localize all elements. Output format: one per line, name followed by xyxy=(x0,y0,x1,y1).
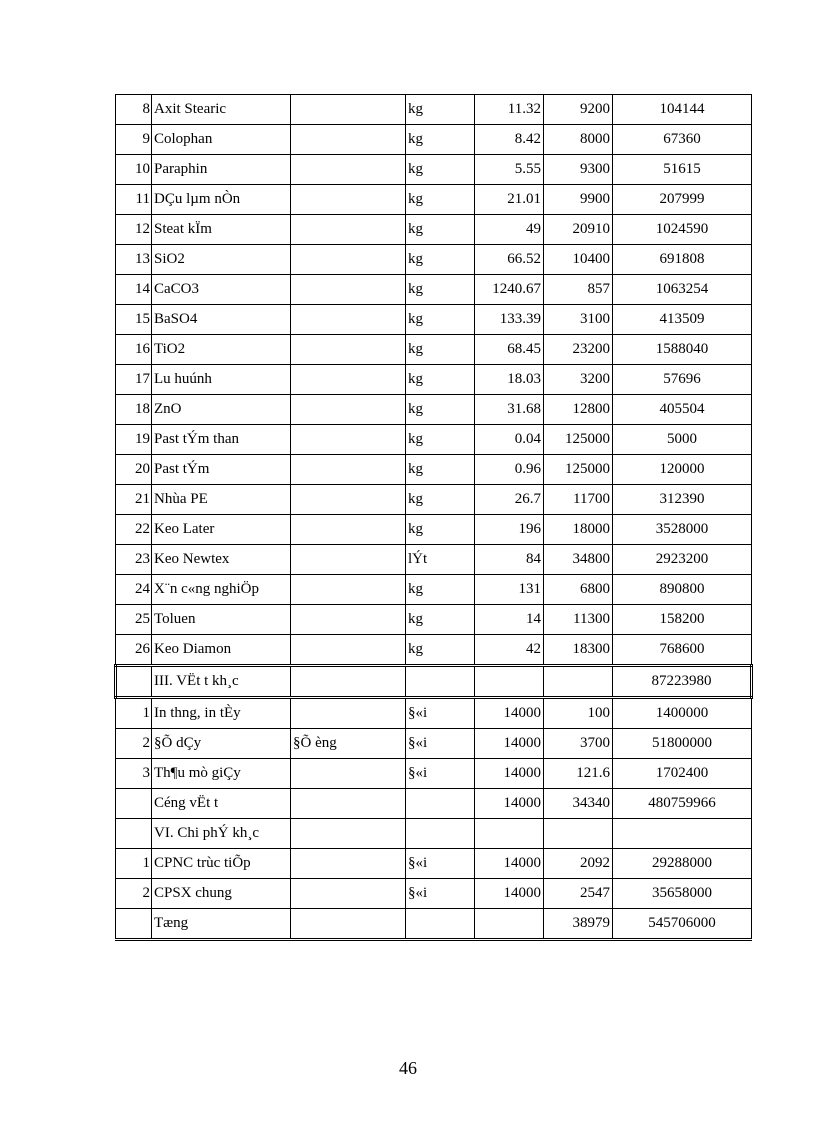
item-name-cell: Past tÝm xyxy=(152,455,291,485)
item-quantity-cell: 0.96 xyxy=(475,455,544,485)
item-unit-price-cell: 12800 xyxy=(544,395,613,425)
row-number-cell: 15 xyxy=(116,305,152,335)
item-spec-cell xyxy=(291,698,406,729)
item-quantity-cell: 84 xyxy=(475,545,544,575)
row-number-cell xyxy=(116,666,152,698)
table-row xyxy=(116,605,752,635)
item-name-cell: Axit Stearic xyxy=(152,95,291,125)
item-name-cell: Keo Later xyxy=(152,515,291,545)
table-row xyxy=(116,759,752,789)
item-unit-price-cell: 9200 xyxy=(544,95,613,125)
item-name-cell: Steat kÏm xyxy=(152,215,291,245)
item-name-cell: CPNC trùc tiÕp xyxy=(152,849,291,879)
item-unit-price-cell: 38979 xyxy=(544,909,613,940)
item-spec-cell xyxy=(291,95,406,125)
item-total-cell xyxy=(613,819,752,849)
item-spec-cell xyxy=(291,545,406,575)
row-number-cell: 17 xyxy=(116,365,152,395)
row-number-cell: 16 xyxy=(116,335,152,365)
item-total-cell: 87223980 xyxy=(613,666,752,698)
item-name-cell: Lu huúnh xyxy=(152,365,291,395)
item-spec-cell xyxy=(291,455,406,485)
row-number-cell: 23 xyxy=(116,545,152,575)
item-quantity-cell: 1240.67 xyxy=(475,275,544,305)
item-unit-cell: §«i xyxy=(406,698,475,729)
item-unit-cell xyxy=(406,666,475,698)
item-quantity-cell: 14000 xyxy=(475,759,544,789)
item-spec-cell xyxy=(291,275,406,305)
table-row xyxy=(116,425,752,455)
row-number-cell xyxy=(116,789,152,819)
item-unit-cell: kg xyxy=(406,635,475,666)
item-unit-cell: kg xyxy=(406,605,475,635)
item-unit-price-cell: 857 xyxy=(544,275,613,305)
item-name-cell: Paraphin xyxy=(152,155,291,185)
row-number-cell: 18 xyxy=(116,395,152,425)
item-total-cell: 57696 xyxy=(613,365,752,395)
item-total-cell: 413509 xyxy=(613,305,752,335)
item-name-cell: In thng, in tÈy xyxy=(152,698,291,729)
item-unit-cell: kg xyxy=(406,275,475,305)
item-unit-price-cell: 20910 xyxy=(544,215,613,245)
item-name-cell: ZnO xyxy=(152,395,291,425)
table-row xyxy=(116,729,752,759)
table-body xyxy=(116,95,752,940)
item-spec-cell xyxy=(291,365,406,395)
item-unit-price-cell: 9300 xyxy=(544,155,613,185)
table-row xyxy=(116,849,752,879)
item-spec-cell xyxy=(291,819,406,849)
item-unit-price-cell xyxy=(544,819,613,849)
item-unit-price-cell: 2547 xyxy=(544,879,613,909)
row-number-cell: 12 xyxy=(116,215,152,245)
table-row xyxy=(116,245,752,275)
item-name-cell: VI. Chi phÝ kh¸c xyxy=(152,819,291,849)
item-spec-cell xyxy=(291,879,406,909)
item-unit-cell: kg xyxy=(406,305,475,335)
item-total-cell: 691808 xyxy=(613,245,752,275)
item-name-cell: Céng vËt t xyxy=(152,789,291,819)
item-quantity-cell: 131 xyxy=(475,575,544,605)
item-unit-cell: kg xyxy=(406,485,475,515)
item-spec-cell xyxy=(291,635,406,666)
item-spec-cell xyxy=(291,575,406,605)
item-unit-cell: §«i xyxy=(406,729,475,759)
item-unit-price-cell: 2092 xyxy=(544,849,613,879)
row-number-cell: 13 xyxy=(116,245,152,275)
item-unit-price-cell: 125000 xyxy=(544,455,613,485)
table-row xyxy=(116,575,752,605)
item-unit-cell: §«i xyxy=(406,879,475,909)
item-unit-price-cell: 18000 xyxy=(544,515,613,545)
table-row xyxy=(116,455,752,485)
table-row xyxy=(116,395,752,425)
table-row xyxy=(116,698,752,729)
item-total-cell: 158200 xyxy=(613,605,752,635)
item-name-cell: Nhùa PE xyxy=(152,485,291,515)
table-row xyxy=(116,515,752,545)
item-unit-price-cell: 121.6 xyxy=(544,759,613,789)
section-row xyxy=(116,666,752,698)
item-unit-cell: §«i xyxy=(406,849,475,879)
item-name-cell: CPSX chung xyxy=(152,879,291,909)
row-number-cell: 26 xyxy=(116,635,152,666)
item-unit-cell: kg xyxy=(406,365,475,395)
materials-cost-table xyxy=(114,94,753,941)
item-total-cell: 1063254 xyxy=(613,275,752,305)
item-total-cell: 1400000 xyxy=(613,698,752,729)
item-name-cell: X¨n c«ng nghiÖp xyxy=(152,575,291,605)
row-number-cell: 20 xyxy=(116,455,152,485)
item-unit-cell: kg xyxy=(406,155,475,185)
item-total-cell: 67360 xyxy=(613,125,752,155)
item-total-cell: 768600 xyxy=(613,635,752,666)
item-quantity-cell: 68.45 xyxy=(475,335,544,365)
item-spec-cell xyxy=(291,395,406,425)
row-number-cell: 14 xyxy=(116,275,152,305)
item-name-cell: SiO2 xyxy=(152,245,291,275)
table-row xyxy=(116,879,752,909)
table-row xyxy=(116,485,752,515)
item-quantity-cell xyxy=(475,819,544,849)
table-row xyxy=(116,365,752,395)
item-name-cell: Tæng xyxy=(152,909,291,940)
row-number-cell: 11 xyxy=(116,185,152,215)
item-name-cell: DÇu lµm nÒn xyxy=(152,185,291,215)
item-quantity-cell: 66.52 xyxy=(475,245,544,275)
item-total-cell: 104144 xyxy=(613,95,752,125)
row-number-cell: 2 xyxy=(116,879,152,909)
item-unit-price-cell: 3200 xyxy=(544,365,613,395)
item-unit-cell xyxy=(406,909,475,940)
item-unit-cell: kg xyxy=(406,515,475,545)
item-spec-cell xyxy=(291,605,406,635)
item-spec-cell xyxy=(291,125,406,155)
item-name-cell: Colophan xyxy=(152,125,291,155)
item-unit-price-cell: 11300 xyxy=(544,605,613,635)
item-total-cell: 1588040 xyxy=(613,335,752,365)
item-total-cell: 545706000 xyxy=(613,909,752,940)
item-spec-cell: §Õ èng xyxy=(291,729,406,759)
item-spec-cell xyxy=(291,215,406,245)
item-total-cell: 51800000 xyxy=(613,729,752,759)
item-spec-cell xyxy=(291,666,406,698)
row-number-cell: 1 xyxy=(116,698,152,729)
item-quantity-cell: 11.32 xyxy=(475,95,544,125)
item-unit-cell: kg xyxy=(406,215,475,245)
item-quantity-cell: 14000 xyxy=(475,698,544,729)
item-spec-cell xyxy=(291,185,406,215)
item-quantity-cell xyxy=(475,666,544,698)
row-number-cell: 2 xyxy=(116,729,152,759)
item-spec-cell xyxy=(291,245,406,275)
item-unit-cell xyxy=(406,819,475,849)
item-spec-cell xyxy=(291,759,406,789)
item-name-cell: Keo Diamon xyxy=(152,635,291,666)
item-unit-price-cell: 34800 xyxy=(544,545,613,575)
item-name-cell: Th¶u mò giÇy xyxy=(152,759,291,789)
row-number-cell: 1 xyxy=(116,849,152,879)
item-total-cell: 3528000 xyxy=(613,515,752,545)
item-spec-cell xyxy=(291,425,406,455)
item-quantity-cell: 14000 xyxy=(475,789,544,819)
item-quantity-cell: 133.39 xyxy=(475,305,544,335)
item-unit-cell xyxy=(406,789,475,819)
row-number-cell: 24 xyxy=(116,575,152,605)
item-name-cell: Toluen xyxy=(152,605,291,635)
item-total-cell: 312390 xyxy=(613,485,752,515)
item-quantity-cell: 196 xyxy=(475,515,544,545)
item-unit-cell: kg xyxy=(406,335,475,365)
item-unit-cell: kg xyxy=(406,125,475,155)
row-number-cell: 3 xyxy=(116,759,152,789)
item-spec-cell xyxy=(291,849,406,879)
item-quantity-cell: 8.42 xyxy=(475,125,544,155)
row-number-cell: 10 xyxy=(116,155,152,185)
item-quantity-cell: 42 xyxy=(475,635,544,666)
table-row xyxy=(116,545,752,575)
row-number-cell: 8 xyxy=(116,95,152,125)
row-number-cell: 21 xyxy=(116,485,152,515)
item-unit-price-cell: 11700 xyxy=(544,485,613,515)
item-unit-price-cell: 34340 xyxy=(544,789,613,819)
item-name-cell: §Õ dÇy xyxy=(152,729,291,759)
item-unit-cell: kg xyxy=(406,575,475,605)
item-quantity-cell: 14000 xyxy=(475,729,544,759)
table-row xyxy=(116,185,752,215)
item-unit-price-cell: 23200 xyxy=(544,335,613,365)
item-total-cell: 120000 xyxy=(613,455,752,485)
item-unit-cell: kg xyxy=(406,245,475,275)
item-quantity-cell: 14000 xyxy=(475,879,544,909)
item-unit-price-cell: 9900 xyxy=(544,185,613,215)
item-unit-price-cell: 3700 xyxy=(544,729,613,759)
item-quantity-cell: 21.01 xyxy=(475,185,544,215)
item-unit-price-cell: 18300 xyxy=(544,635,613,666)
item-spec-cell xyxy=(291,909,406,940)
item-quantity-cell: 5.55 xyxy=(475,155,544,185)
item-unit-price-cell: 3100 xyxy=(544,305,613,335)
row-number-cell xyxy=(116,909,152,940)
item-unit-price-cell: 8000 xyxy=(544,125,613,155)
table-row xyxy=(116,635,752,666)
item-total-cell: 5000 xyxy=(613,425,752,455)
item-unit-price-cell: 125000 xyxy=(544,425,613,455)
row-number-cell: 22 xyxy=(116,515,152,545)
page-number: 46 xyxy=(399,1058,417,1078)
item-total-cell: 405504 xyxy=(613,395,752,425)
item-quantity-cell: 0.04 xyxy=(475,425,544,455)
item-spec-cell xyxy=(291,155,406,185)
item-quantity-cell: 49 xyxy=(475,215,544,245)
item-unit-cell: lÝt xyxy=(406,545,475,575)
item-unit-cell: kg xyxy=(406,425,475,455)
item-unit-price-cell: 10400 xyxy=(544,245,613,275)
table-row xyxy=(116,155,752,185)
table-row xyxy=(116,275,752,305)
item-total-cell: 890800 xyxy=(613,575,752,605)
item-unit-cell: kg xyxy=(406,95,475,125)
item-unit-cell: kg xyxy=(406,455,475,485)
item-total-cell: 480759966 xyxy=(613,789,752,819)
table-row xyxy=(116,909,752,940)
item-unit-cell: kg xyxy=(406,185,475,215)
item-name-cell: III. VËt t kh¸c xyxy=(152,666,291,698)
table-row xyxy=(116,215,752,245)
item-quantity-cell: 18.03 xyxy=(475,365,544,395)
item-total-cell: 29288000 xyxy=(613,849,752,879)
item-spec-cell xyxy=(291,789,406,819)
item-total-cell: 207999 xyxy=(613,185,752,215)
item-name-cell: BaSO4 xyxy=(152,305,291,335)
item-quantity-cell: 31.68 xyxy=(475,395,544,425)
table-row xyxy=(116,789,752,819)
item-unit-cell: kg xyxy=(406,395,475,425)
item-unit-price-cell: 100 xyxy=(544,698,613,729)
table-row xyxy=(116,305,752,335)
item-spec-cell xyxy=(291,515,406,545)
table-row xyxy=(116,125,752,155)
row-number-cell: 25 xyxy=(116,605,152,635)
item-spec-cell xyxy=(291,485,406,515)
item-quantity-cell: 14000 xyxy=(475,849,544,879)
item-quantity-cell: 26.7 xyxy=(475,485,544,515)
item-total-cell: 1702400 xyxy=(613,759,752,789)
row-number-cell: 19 xyxy=(116,425,152,455)
item-total-cell: 1024590 xyxy=(613,215,752,245)
item-name-cell: TiO2 xyxy=(152,335,291,365)
row-number-cell xyxy=(116,819,152,849)
item-total-cell: 51615 xyxy=(613,155,752,185)
table-row xyxy=(116,95,752,125)
item-total-cell: 35658000 xyxy=(613,879,752,909)
item-quantity-cell: 14 xyxy=(475,605,544,635)
item-name-cell: CaCO3 xyxy=(152,275,291,305)
item-name-cell: Keo Newtex xyxy=(152,545,291,575)
item-unit-price-cell: 6800 xyxy=(544,575,613,605)
item-total-cell: 2923200 xyxy=(613,545,752,575)
row-number-cell: 9 xyxy=(116,125,152,155)
item-unit-price-cell xyxy=(544,666,613,698)
item-unit-cell: §«i xyxy=(406,759,475,789)
item-name-cell: Past tÝm than xyxy=(152,425,291,455)
item-spec-cell xyxy=(291,335,406,365)
table-row xyxy=(116,819,752,849)
item-spec-cell xyxy=(291,305,406,335)
table-row xyxy=(116,335,752,365)
item-quantity-cell xyxy=(475,909,544,940)
